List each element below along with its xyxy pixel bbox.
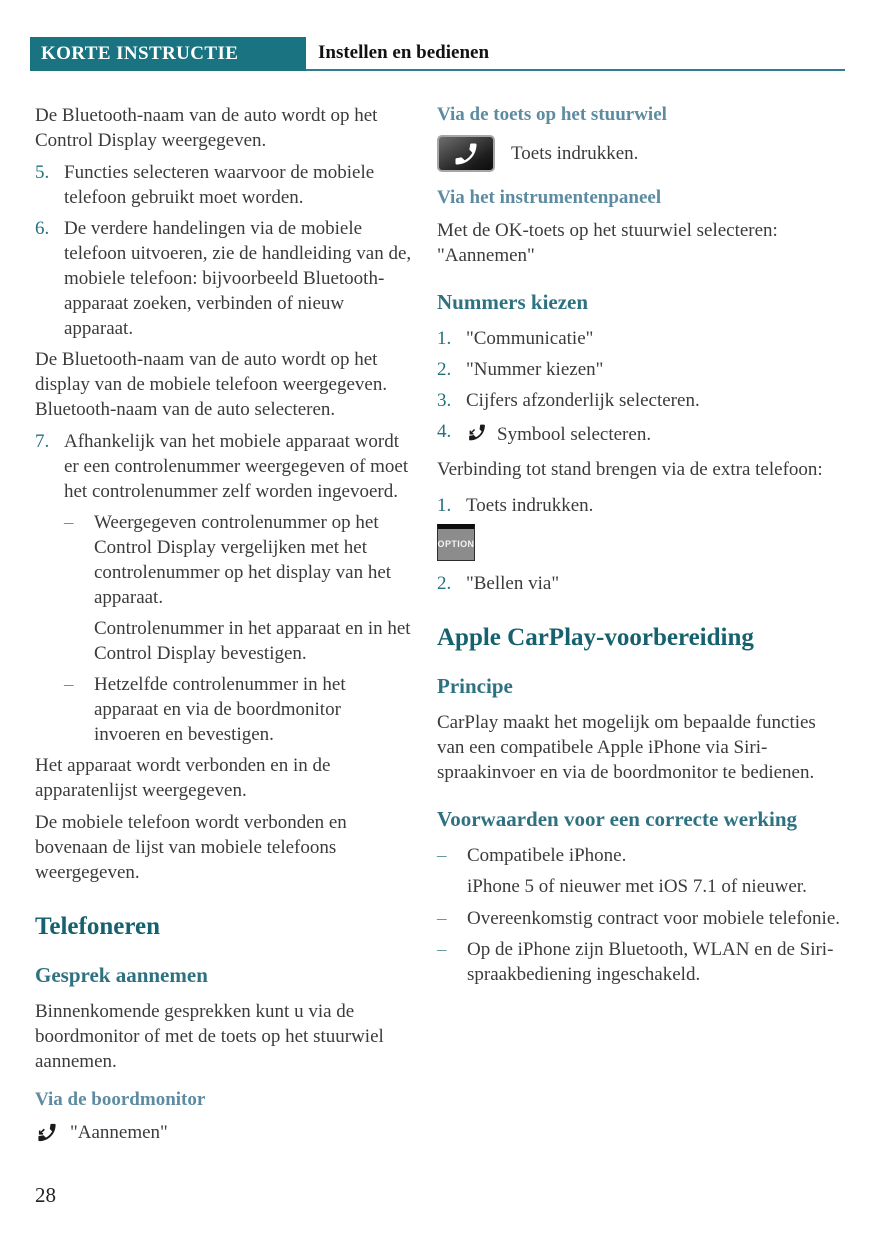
dash-text: Op de iPhone zijn Bluetooth, WLAN en de Siri-spraakbediening ingeschakeld. [467,939,834,985]
sub-list [64,510,412,747]
section-label-box [30,37,306,71]
numbered-step [35,216,412,341]
paragraph: CarPlay maakt het mogelijk om bepaalde functies van een compatibele Apple iPhone via Siri-spraakinvoer en via de boordmonitor te bedienen. [437,712,816,783]
phone-key-row [437,135,847,172]
dash-marker: – [437,845,447,866]
call-accept-icon [466,422,488,443]
step-text: Cijfers afzonderlijk selecteren. [466,390,700,411]
dash-item [64,672,412,747]
dash-text: Weergegeven controlenummer op het Control Display vergelijken met het controlenummer op het display van het apparaat. [94,512,392,608]
numbered-step [437,493,847,518]
step-continuation: De Bluetooth-naam van de auto wordt op het display van de mobiele telefoon weergegeven. Bluetooth-naam van de auto selecteren. [35,349,388,420]
option-key-button [437,524,475,561]
heading-via-boordmonitor: Via de boordmonitor [35,1089,206,1110]
step-text: Toets indrukken. [466,495,594,516]
step-label: Symbool selecteren. [497,424,652,445]
step-text: De verdere handelingen via de mobiele telefoon uitvoeren, zie de handleiding van de, mobiele telefoon: bijvoorbeeld Bluetooth-apparaat zoeken, verbinden of nieuw apparaat. [64,218,412,339]
dash-continuation: Controlenummer in het apparaat en in het Control Display bevestigen. [94,618,411,664]
heading-principe: Principe [437,674,513,698]
step-text: Afhankelijk van het mobiele apparaat wordt er een controlenummer weergegeven of moet het controlenummer zelf worden ingevoerd. [64,431,409,502]
dash-text: Compatibele iPhone. [467,845,627,866]
step-text: "Communicatie" [466,328,594,349]
heading-via-stuurwiel: Via de toets op het stuurwiel [437,104,667,125]
numbered-step [437,357,847,382]
section-label: KORTE INSTRUCTIE [41,43,239,64]
dash-item [437,843,847,868]
dash-item [437,937,847,987]
numbered-step [437,326,847,351]
phone-key-caption: Toets indrukken. [511,143,639,164]
dash-text: Hetzelfde controlenummer in het apparaat en via de boordmonitor invoeren en bevestigen. [94,674,346,745]
step-text [466,419,847,447]
paragraph: Binnenkomende gesprekken kunt u via de boordmonitor of met de toets op het stuurwiel aannemen. [35,1001,384,1072]
step-continuation: Het apparaat wordt verbonden en in de apparatenlijst weergegeven. [35,755,331,801]
step-text: "Nummer kiezen" [466,359,604,380]
heading-via-instrumentenpaneel: Via het instrumentenpaneel [437,187,662,208]
dash-marker: – [64,512,74,533]
left-column [35,103,412,1145]
dash-item [64,510,412,610]
paragraph: Verbinding tot stand brengen via de extra telefoon: [437,459,823,480]
paragraph: De mobiele telefoon wordt verbonden en bovenaan de lijst van mobiele telefoons weergegeven. [35,812,347,883]
heading-apple-carplay: Apple CarPlay-voorbereiding [437,624,754,651]
step-text: Functies selecteren waarvoor de mobiele telefoon gebruikt moet worden. [64,162,375,208]
numbered-step [35,429,412,504]
paragraph: De Bluetooth-naam van de auto wordt op het Control Display weergegeven. [35,105,378,151]
page-number: 28 [35,1183,56,1207]
step-number: 2. [437,359,452,380]
accept-call-label: "Aannemen" [70,1122,168,1143]
step-number: 6. [35,218,50,239]
heading-telefoneren: Telefoneren [35,913,160,940]
dash-marker: – [437,939,447,960]
call-accept-icon [35,1121,59,1144]
step-number: 5. [35,162,50,183]
step-number: 1. [437,495,452,516]
numbered-step [437,571,847,596]
dash-marker: – [64,674,74,695]
option-key-label: OPTION [437,539,475,549]
numbered-step [437,388,847,413]
step-number: 3. [437,390,452,411]
dash-text: Overeenkomstig contract voor mobiele telefonie. [467,908,841,929]
right-column [437,103,847,993]
dash-continuation: iPhone 5 of nieuwer met iOS 7.1 of nieuwer. [467,876,807,897]
numbered-step [35,160,412,210]
phone-key-button [437,135,495,172]
accept-call-row [35,1120,412,1145]
paragraph: Met de OK-toets op het stuurwiel selecteren: "Aannemen" [437,220,778,266]
step-number: 4. [437,421,452,442]
phone-handset-icon [451,140,481,168]
chapter-title: Instellen en bedienen [318,42,490,63]
step-number: 7. [35,431,50,452]
dash-marker: – [437,908,447,929]
dash-item [437,906,847,931]
heading-gesprek-aannemen: Gesprek aannemen [35,963,208,987]
heading-nummers-kiezen: Nummers kiezen [437,290,589,314]
heading-voorwaarden: Voorwaarden voor een correcte werking [437,807,798,831]
numbered-step [437,419,847,447]
step-number: 1. [437,328,452,349]
step-number: 2. [437,573,452,594]
step-text: "Bellen via" [466,573,560,594]
